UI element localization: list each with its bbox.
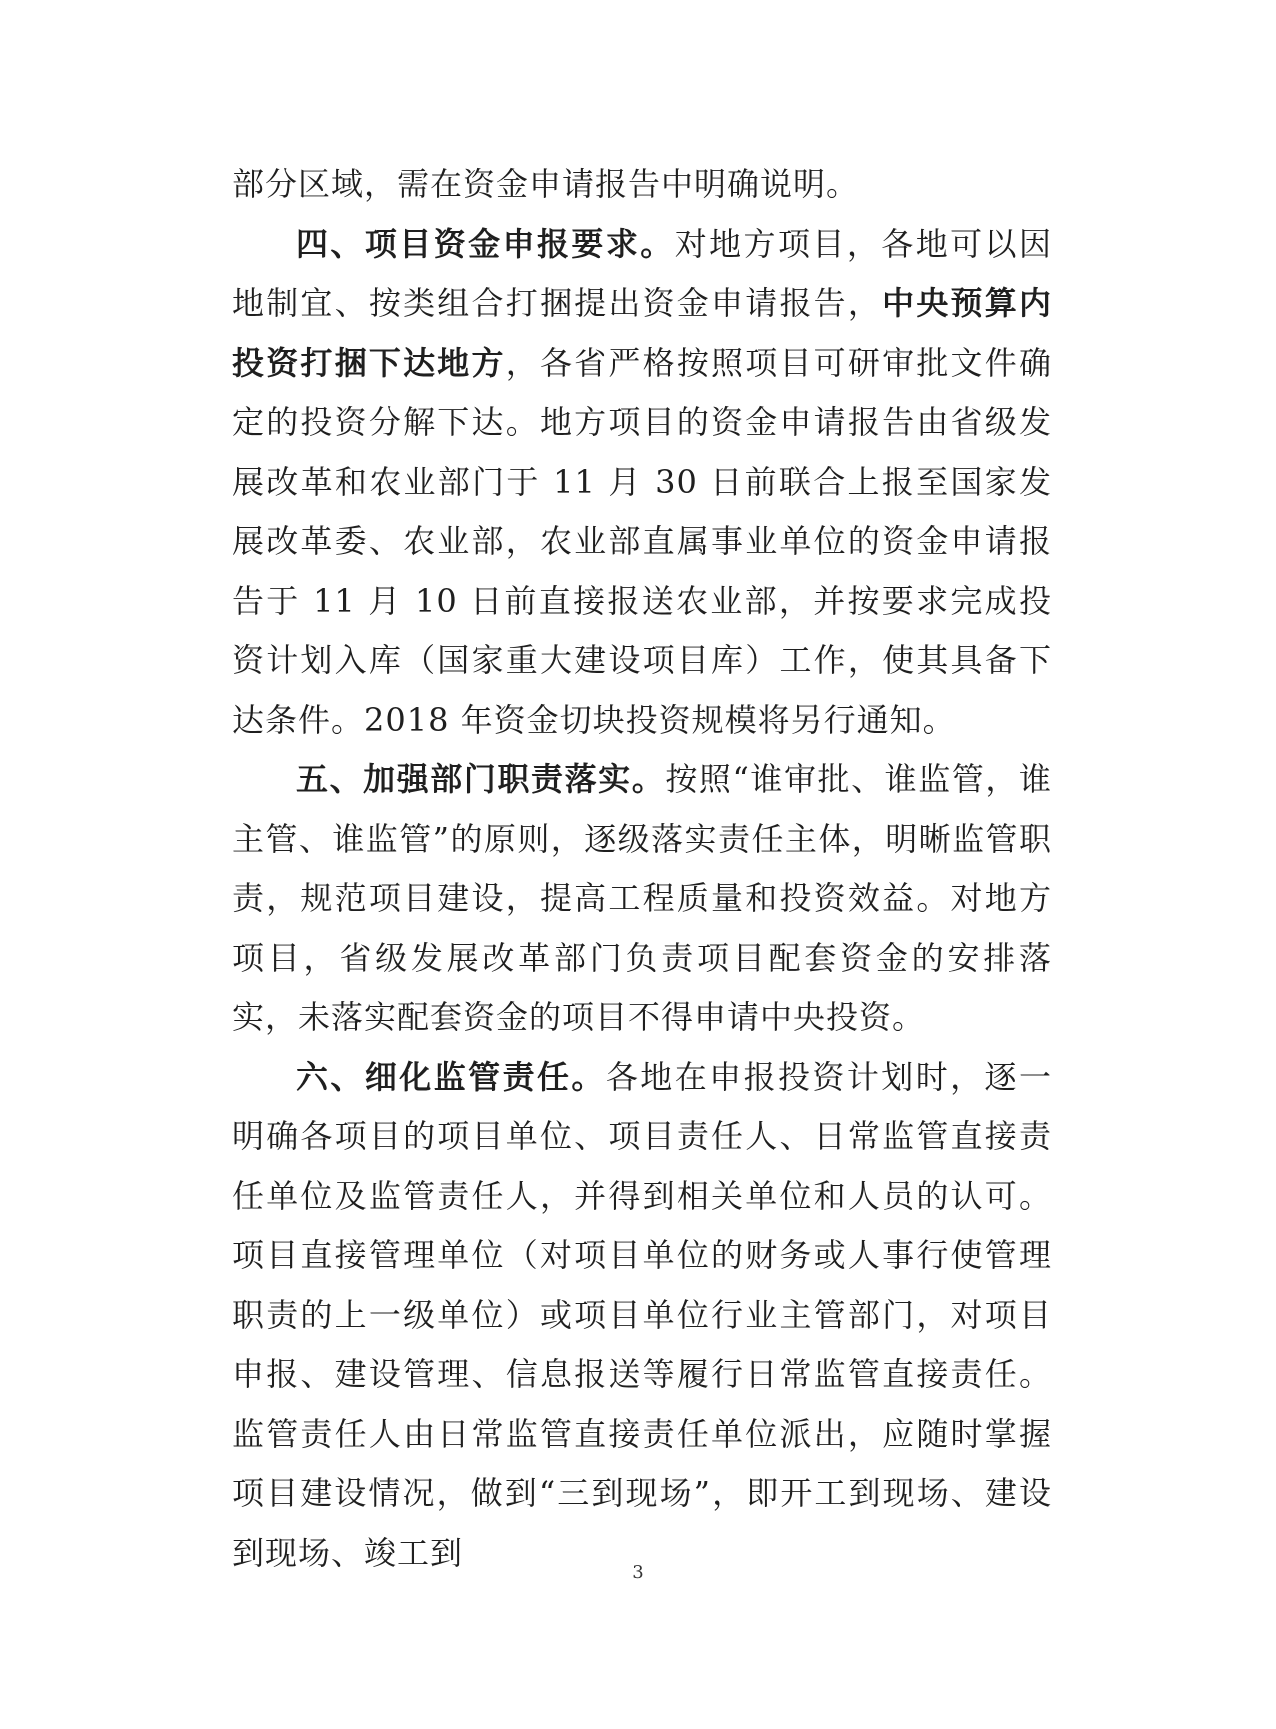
section-four-body-part2: ，各省严格按照项目可研审批文件确定的投资分解下达。地方项目的资金申请报告由省级发展改革和农业部门于 11 月 30 日前联合上报至国家发展改革委、农业部，农业部直属事业单位的资金申请报告于 11 月 10 日前直接报送农业部，并按要求完成投资计划入库（国家重大建设项目库）工作，使其具备下达条件。2018 年资金切块投资规模将另行通知。 [232,343,1052,739]
document-body [232,155,1052,1583]
section-four-heading: 四、项目资金申报要求。 [296,224,675,263]
section-six-paragraph [232,1048,1052,1584]
section-five-paragraph [232,750,1052,1048]
section-four-body-part1: 对地方项目，各地可以因地制宜、按类组合打捆提出资金申请报告， [232,224,1052,322]
page-number: 3 [632,1562,644,1583]
section-four-paragraph [232,215,1052,751]
section-four-emphasis: 中央预算内投资打捆下达地方 [232,284,1052,382]
section-five-heading: 五、加强部门职责落实。 [296,760,666,798]
section-six-body: 各地在申报投资计划时，逐一明确各项目的项目单位、项目责任人、日常监管直接责任单位及监管责任人，并得到相关单位和人员的认可。项目直接管理单位（对项目单位的财务或人事行使管理职责的上一级单位）或项目单位行业主管部门，对项目申报、建设管理、信息报送等履行日常监管直接责任。监管责任人由日常监管直接责任单位派出，应随时掌握项目建设情况，做到“三到现场”，即开工到现场、建设到现场、竣工到 [232,1057,1052,1572]
section-six-heading: 六、细化监管责任。 [296,1057,606,1096]
continuation-paragraph [232,155,1052,215]
continuation-text: 部分区域，需在资金申请报告中明确说明。 [232,165,860,203]
section-five-body: 按照“谁审批、谁监管，谁主管、谁监管”的原则，逐级落实责任主体，明晰监管职责，规范项目建设，提高工程质量和投资效益。对地方项目，省级发展改革部门负责项目配套资金的安排落实，未落实配套资金的项目不得申请中央投资。 [232,760,1052,1036]
